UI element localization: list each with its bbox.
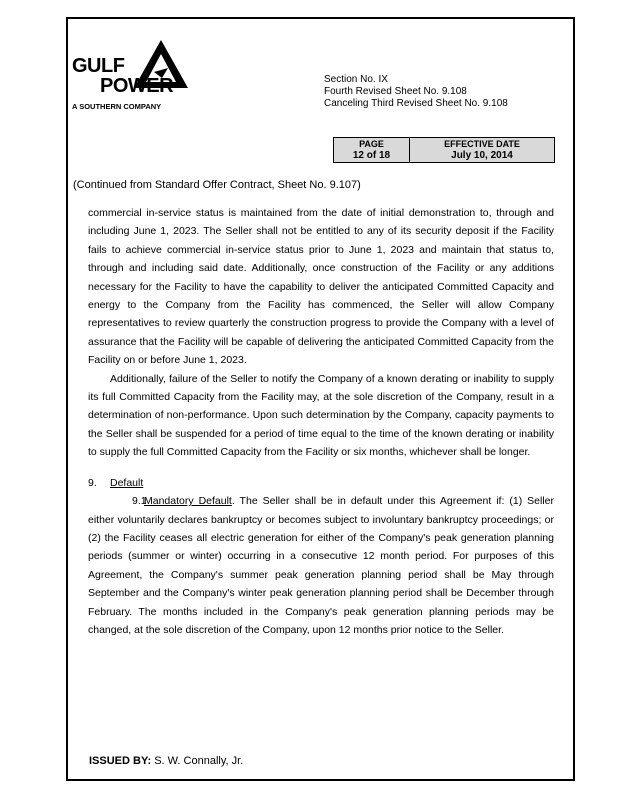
effective-date-cell: [410, 138, 554, 162]
issued-by: [89, 755, 243, 767]
subsection-number: 9.1: [132, 495, 147, 508]
continued-note: (Continued from Standard Offer Contract, Sheet No. 9.107): [73, 179, 361, 191]
section-heading: [88, 474, 554, 492]
page-info-box: [333, 137, 555, 163]
gulf-power-logo: [72, 38, 192, 118]
issued-by-name: S. W. Connally, Jr.: [154, 755, 244, 767]
logo-line1: GULF: [72, 55, 125, 77]
subsection-9-1: [88, 492, 554, 639]
subsection-text: . The Seller shall be in default under this Agreement if: (1) Seller either voluntarily declares bankruptcy or becomes subject to involuntary bankruptcy proceedings; or (2) the Facility ceases all electric generation for either of the Company's peak generation planning periods (summer or winter) occurring in a consecutive 12 month period. For purposes of this Agreement, the Company's summer peak generation planning period shall be May through September and the Company's winter peak generation planning period shall be December through February. The months included in the Company's peak generation planning periods may be changed, at the sole discretion of the Company, upon 12 months prior notice to the Seller.: [88, 495, 555, 636]
document-body: [88, 204, 554, 639]
issued-by-label: ISSUED BY:: [89, 755, 152, 767]
paragraph-2: Additionally, failure of the Seller to notify the Company of a known derating or inability to supply its full Committed Capacity from the Facility may, at the sole discretion of the Company, result in a determination of non-performance. Upon such determination by the Company, capacity payments to the Seller shall be suspended for a period of time equal to the time of the known derating or inability to supply the full Committed Capacity from the Facility or six months, whichever shall be longer.: [88, 372, 554, 459]
logo-tagline: A SOUTHERN COMPANY: [72, 102, 162, 111]
subsection-title: Mandatory Default: [144, 495, 232, 508]
effective-date-value: July 10, 2014: [451, 150, 513, 161]
page-label: PAGE: [359, 139, 384, 149]
canceling-sheet: Canceling Third Revised Sheet No. 9.108: [324, 98, 508, 109]
logo-line2: POWER: [100, 75, 174, 97]
effective-date-label: EFFECTIVE DATE: [444, 139, 520, 149]
revised-sheet: Fourth Revised Sheet No. 9.108: [324, 86, 467, 97]
sheet-info: [324, 74, 508, 110]
section-number-label: 9.: [88, 476, 97, 489]
page-cell: [334, 138, 410, 162]
page-value: 12 of 18: [352, 150, 391, 161]
paragraph-1: commercial in-service status is maintained from the date of initial demonstration to, through and including June 1, 2023. The Seller shall not be entitled to any of its security deposit if the Facility fails to achieve commercial in-service status prior to June 1, 2023 and maintain that status to, through and including said date. Additionally, once construction of the Facility or any additions necessary for the Facility to have the capability to deliver the anticipated Committed Capacity and energy to the Company from the Facility has commenced, the Seller will allow Company representatives to review quarterly the construction progress to provide the Company with a level of assurance that the Facility will be capable of delivering the anticipated Committed Capacity from the Facility on or before June 1, 2023.: [88, 207, 554, 367]
section-title: Default: [110, 476, 144, 489]
section-number: Section No. IX: [324, 74, 388, 85]
